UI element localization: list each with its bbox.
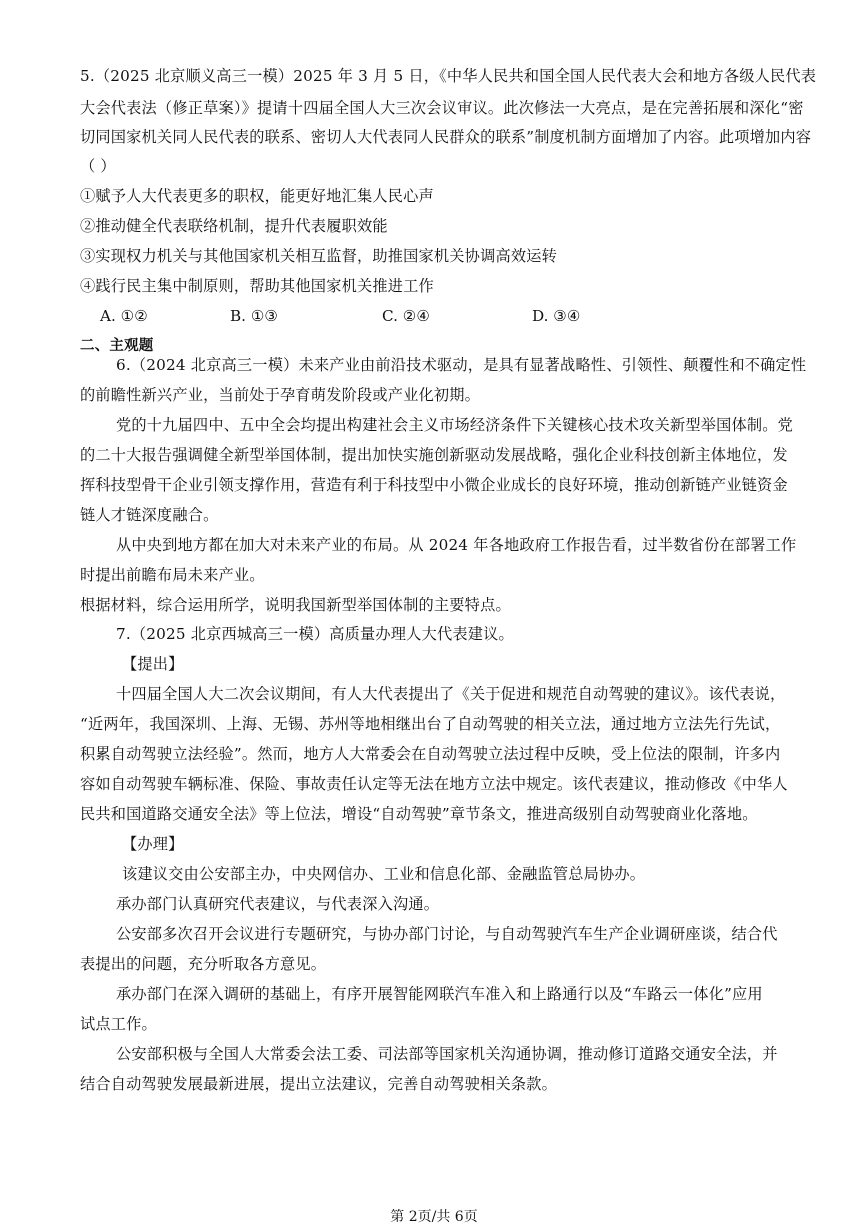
q7-line-12: 试点工作。 [80,1015,157,1033]
q5-item-3: ③实现权力机关与其他国家机关相互监督，助推国家机关协调高效运转 [80,247,558,265]
q5-item-2: ②推动健全代表联络机制，提升代表履职效能 [80,217,388,235]
q7-line-14: 结合自动驾驶发展最新进展，提出立法建议，完善自动驾驶相关条款。 [80,1075,558,1093]
q7-heading-proposal: 【提出】 [122,655,184,673]
page-number: 第 2页/共 6页 [390,1209,478,1225]
q7-line-13: 公安部积极与全国人大常委会法工委、司法部等国家机关沟通协调，推动修订道路交通安全法，并 [116,1045,778,1063]
q7-line-7: 该建议交由公安部主办，中央网信办、工业和信息化部、金融监管总局协办。 [122,865,646,883]
q7-line-10: 表提出的问题，充分听取各方意见。 [80,955,327,973]
q6-line-4: 的二十大报告强调健全新型举国体制，提出加快实施创新驱动发展战略，强化企业科技创新主体地位，发 [80,446,788,464]
q6-line-1: 6.（2024 北京高三一模）未来产业由前沿技术驱动，是具有显著战略性、引领性、颠覆性和不确定性 [116,356,807,374]
q5-options [100,306,660,326]
q6-line-5: 挥科技型骨干企业引领支撑作用，营造有利于科技型中小微企业成长的良好环境，推动创新链产业链资金 [80,476,788,494]
q6-line-2: 的前瞻性新兴产业，当前处于孕育萌发阶段或产业化初期。 [80,386,481,404]
q6-line-7: 从中央到地方都在加大对未来产业的布局。从 2024 年各地政府工作报告看，过半数省份在部署工作 [116,536,797,554]
q5-option-d: D. ③④ [532,307,581,325]
q7-line-9: 公安部多次召开会议进行专题研究，与协办部门讨论，与自动驾驶汽车生产企业调研座谈，结合代 [116,925,778,943]
q5-stem-line-3: 切同国家机关同人民代表的联系、密切人大代表同人民群众的联系”制度机制方面增加了内容。此项增加内容 [80,128,812,146]
q7-line-3: “近两年，我国深圳、上海、无锡、苏州等地相继出台了自动驾驶的相关立法，通过地方立法先行先试， [80,715,781,733]
q6-line-3: 党的十九届四中、五中全会均提出构建社会主义市场经济条件下关键核心技术攻关新型举国体制。党 [116,416,794,434]
q5-option-b: B. ①③ [230,307,279,325]
q5-item-1: ①赋予人大代表更多的职权，能更好地汇集人民心声 [80,187,434,205]
q6-line-8: 时提出前瞻布局未来产业。 [80,566,265,584]
q6-question: 根据材料，综合运用所学，说明我国新型举国体制的主要特点。 [80,596,511,614]
q7-line-2: 十四届全国人大二次会议期间，有人大代表提出了《关于促进和规范自动驾驶的建议》。该代表说， [116,685,786,703]
q5-option-c: C. ②④ [382,307,430,325]
q7-line-6: 民共和国道路交通安全法》等上位法，增设“自动驾驶”章节条文，推进高级别自动驾驶商业化落地。 [80,805,758,823]
q7-line-11: 承办部门在深入调研的基础上，有序开展智能网联汽车准入和上路通行以及“车路云一体化”应用 [116,985,763,1003]
q5-option-a: A. ①② [100,307,148,325]
q5-stem-line-2: 大会代表法（修正草案）》提请十四届全国人大三次会议审议。此次修法一大亮点，是在完善拓展和深化“密 [80,99,804,117]
q5-stem-line-1: 5.（2025 北京顺义高三一模）2025 年 3 月 5 日，《中华人民共和国全国人民代表大会和地方各级人民代表 [80,67,817,85]
q7-line-4: 积累自动驾驶立法经验”。然而，地方人大常委会在自动驾驶立法过程中反映，受上位法的限制，许多内 [80,745,781,763]
section-title: 二、主观题 [80,338,154,354]
q7-heading-handling: 【办理】 [122,835,184,853]
q7-stem: 7.（2025 北京西城高三一模）高质量办理人大代表建议。 [116,625,514,643]
q7-line-8: 承办部门认真研究代表建议，与代表深入沟通。 [116,895,440,913]
q5-answer-blank: （ ） [80,157,116,175]
q5-item-4: ④践行民主集中制原则，帮助其他国家机关推进工作 [80,277,434,295]
q6-line-6: 链人才链深度融合。 [80,506,219,524]
q7-line-5: 容如自动驾驶车辆标准、保险、事故责任认定等无法在地方立法中规定。该代表建议，推动修改《中华人 [80,775,788,793]
